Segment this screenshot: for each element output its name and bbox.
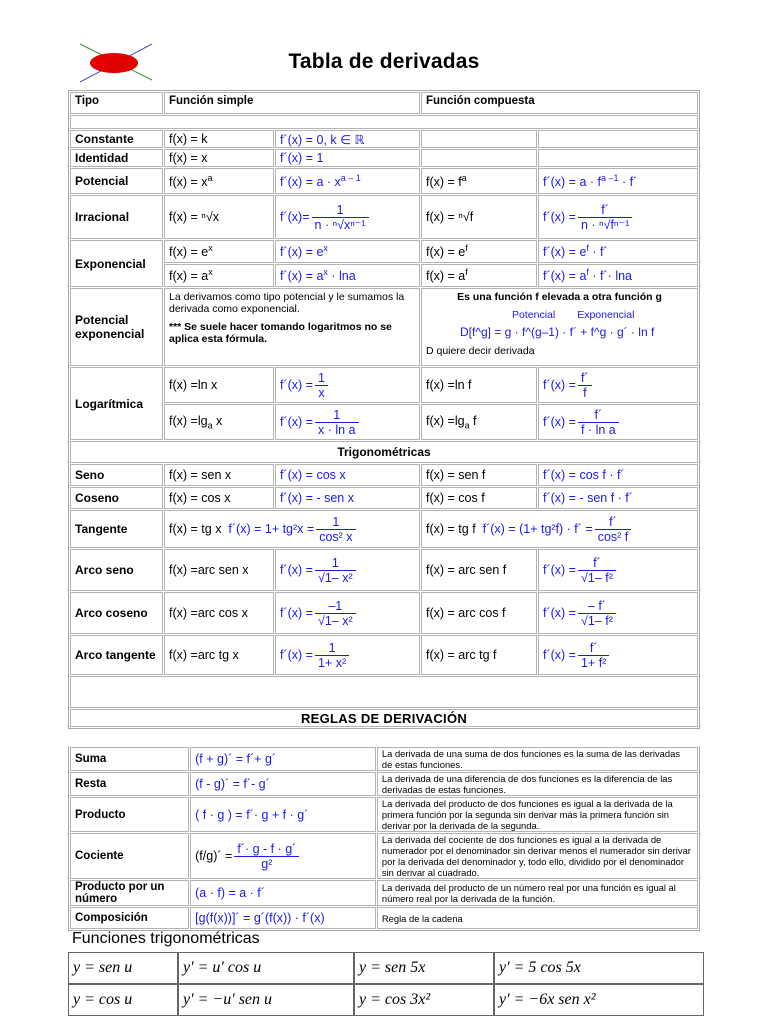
page-title: Tabla de derivadas (288, 50, 480, 73)
row-exponencial-a (70, 264, 698, 287)
trig-cell: y = cos u (68, 984, 178, 1016)
label-exponencial-arrow: Exponencial (577, 309, 635, 321)
log-f1: f(x) =ln x (164, 367, 274, 403)
potexp-simple (164, 288, 420, 366)
exp-cf1: $f(x) = e^f$ (421, 240, 537, 263)
exp-f2: $f(x) = a^x$ (164, 264, 274, 287)
irracional-cd: f´(x) = $\frac{f´}{\text{n · ⁿ√fⁿ⁻¹}}$ (538, 195, 698, 239)
trig-cell: y = sen u (68, 952, 178, 984)
potencial-d: f´(x) = $a \cdot x^{a - 1}$ (275, 168, 420, 194)
log-f2: $f(x) =\lg_a$ x (164, 404, 274, 440)
row-potencial (70, 168, 698, 194)
trig-cell: y′ = −u′ sen u (178, 984, 354, 1016)
row-constante (70, 130, 698, 148)
rule-name: Producto (70, 797, 189, 832)
rule-description: Regla de la cadena (377, 907, 698, 929)
arccoseno-f: f(x) =arc cos x (164, 592, 274, 634)
arctangente-d: f´(x) = $\frac{1}{\text{1+ x²}}$ (275, 635, 420, 675)
trig-row (68, 984, 704, 1016)
label-irracional: Irracional (70, 195, 163, 239)
identidad-f: f(x) = x (164, 149, 274, 167)
log-cf2: $f(x) =\lg_a$ f (421, 404, 537, 440)
rule-formula: (f - g)´ = f´- g´ (190, 772, 376, 796)
coseno-f: f(x) = cos x (164, 487, 274, 509)
arccoseno-cf: f(x) = arc cos f (421, 592, 537, 634)
arctangente-cd: f´(x) = $\frac{f´}{\text{1+ f²}}$ (538, 635, 698, 675)
potencial-f: $f(x) = x^a$ (164, 168, 274, 194)
log-d2: f´(x) = $\frac{1}{\text{x · ln a}}$ (275, 404, 420, 440)
arcseno-cf: f(x) = arc sen f (421, 549, 537, 591)
arccoseno-d: f´(x) = $\frac{-1}{\text{√1– x²}}$ (275, 592, 420, 634)
row-irracional (70, 195, 698, 239)
log-cd2: f´(x) = $\frac{f´}{\text{f · ln a}}$ (538, 404, 698, 440)
tangente-simple: f(x) = tg x f´(x) = 1+ tg²x = $\frac{1}{\text{cos² x}}$ (164, 510, 420, 548)
row-rules-title (70, 709, 698, 727)
rule-name: Cociente (70, 833, 189, 879)
potexp-text1: La derivamos como tipo potencial y le sumamos la derivada como exponencial. (169, 291, 405, 315)
rule-row (70, 833, 698, 879)
coseno-cf: f(x) = cos f (421, 487, 537, 509)
irracional-cf: f(x) = ⁿ√f (421, 195, 537, 239)
arcseno-d: f´(x) = $\frac{1}{\text{√1– x²}}$ (275, 549, 420, 591)
arctangente-f: f(x) =arc tg x (164, 635, 274, 675)
rule-formula: ( f · g ) = f´· g + f · g´ (190, 797, 376, 832)
row-identidad (70, 149, 698, 167)
trig-functions-title: Funciones trigonométricas (72, 930, 260, 947)
rule-description: La derivada del producto de un número real por una función es igual al número real por la derivada de la función. (377, 880, 698, 906)
label-seno: Seno (70, 464, 163, 486)
row-trig-section (70, 441, 698, 463)
row-arctangente (70, 635, 698, 675)
potexp-labels (512, 309, 693, 321)
rule-description: La derivada del cociente de dos funciones es igual a la derivada de numerador por el denominador sin derivar menos el numerador sin derivar por la derivada del denominador y, todo ello, dividido por el denominador sin derivar al cuadrado. (377, 833, 698, 879)
trig-section-title: Trigonométricas (70, 441, 698, 463)
coseno-d: f´(x) = - sen x (275, 487, 420, 509)
row-log-lga (70, 404, 698, 440)
seno-cd: f´(x) = cos f · f´ (538, 464, 698, 486)
seno-f: f(x) = sen x (164, 464, 274, 486)
exp-f1: $f(x) = e^x$ (164, 240, 274, 263)
header-compuesta: Función compuesta (421, 92, 698, 114)
potexp-dnote: D quiere decir derivada (426, 345, 535, 357)
potexp-compuesta (421, 288, 698, 366)
label-arctangente: Arco tangente (70, 635, 163, 675)
trig-cell: y′ = u′ cos u (178, 952, 354, 984)
trig-cell: y = cos 3x² (354, 984, 494, 1016)
label-constante: Constante (70, 130, 163, 148)
trig-cell: y′ = 5 cos 5x (494, 952, 704, 984)
row-coseno (70, 487, 698, 509)
rules-table (68, 746, 700, 931)
irracional-d: f´(x)= $\frac{1}{\text{n · ⁿ√xⁿ⁻¹}}$ (275, 195, 420, 239)
trig-row (68, 952, 704, 984)
spacer-row-2 (70, 676, 698, 708)
label-potexp: Potencial exponencial (70, 288, 163, 366)
arcseno-f: f(x) =arc sen x (164, 549, 274, 591)
rule-row (70, 772, 698, 796)
header-tipo: Tipo (70, 92, 163, 114)
constante-f: f(x) = k (164, 130, 274, 148)
exp-cf2: $f(x) = a^f$ (421, 264, 537, 287)
rule-name: Resta (70, 772, 189, 796)
rule-description: La derivada del producto de dos funciones es igual a la derivada de la primera función por la segunda sin derivar más la primera función sin derivar por la derivada de la segunda. (377, 797, 698, 832)
identidad-d: f´(x) = 1 (275, 149, 420, 167)
arctangente-cf: f(x) = arc tg f (421, 635, 537, 675)
rule-name: Suma (70, 747, 189, 771)
constante-d: f´(x) = 0, k ∈ ℝ (275, 130, 420, 148)
label-potencial-arrow: Potencial (512, 309, 556, 321)
rule-description: La derivada de una diferencia de dos funciones es la diferencia de las derivadas de estas funciones. (377, 772, 698, 796)
label-coseno: Coseno (70, 487, 163, 509)
potexp-ctitle: Es una función f elevada a otra función g (457, 291, 662, 303)
trig-cell: y = sen 5x (354, 952, 494, 984)
exp-cd1: f´(x) = $e^f$ · f´ (538, 240, 698, 263)
rule-formula: (f/g)´ = $\frac{f´\cdot g - f \cdot g´}{\text{g²}}$ (190, 833, 376, 879)
irracional-f: f(x) = ⁿ√x (164, 195, 274, 239)
row-seno (70, 464, 698, 486)
potencial-cf: $f(x) = f^a$ (421, 168, 537, 194)
rule-name: Composición (70, 907, 189, 929)
table-header (70, 92, 698, 114)
tangente-compuesta: f(x) = tg f f´(x) = (1+ tg²f) · f´ = $\frac{f´}{\text{cos² f}}$ (421, 510, 698, 548)
row-potencial-exponencial (70, 288, 698, 366)
seno-d: f´(x) = cos x (275, 464, 420, 486)
potexp-formula: D[f^g] = g · f^(g–1) · f´ + f^g · g´ · ln f (460, 325, 655, 339)
row-log-ln (70, 367, 698, 403)
exp-d2: f´(x) = $a^x \cdot \ln a$ (275, 264, 420, 287)
label-exponencial: Exponencial (70, 240, 163, 287)
rule-row (70, 907, 698, 929)
log-d1: f´(x) = $\frac{1}{x}$ (275, 367, 420, 403)
rule-row (70, 747, 698, 771)
row-arcseno (70, 549, 698, 591)
potencial-cd: f´(x) = $a \cdot f^{a -1}$ · f´ (538, 168, 698, 194)
exp-d1: f´(x) = $e^x$ (275, 240, 420, 263)
label-arccoseno: Arco coseno (70, 592, 163, 634)
label-tangente: Tangente (70, 510, 163, 548)
header-simple: Función simple (164, 92, 420, 114)
trig-functions-section (68, 930, 704, 1016)
label-potencial: Potencial (70, 168, 163, 194)
row-tangente (70, 510, 698, 548)
rule-row (70, 797, 698, 832)
rule-formula: (f + g)´ = f´+ g´ (190, 747, 376, 771)
row-arccoseno (70, 592, 698, 634)
potexp-text2: *** Se suele hacer tomando logaritmos no se aplica esta fórmula. (169, 321, 392, 345)
exp-cd2: f´(x) = $a^f$ · f´· lna (538, 264, 698, 287)
arcseno-cd: f´(x) = $\frac{f´}{\text{√1– f²}}$ (538, 549, 698, 591)
log-cd1: f´(x) = $\frac{f´}{f}$ (538, 367, 698, 403)
label-arcseno: Arco seno (70, 549, 163, 591)
row-exponencial-e (70, 240, 698, 263)
rule-formula: (a · f) = a · f´ (190, 880, 376, 906)
rule-row (70, 880, 698, 906)
label-logaritmica: Logarítmica (70, 367, 163, 440)
rule-description: La derivada de una suma de dos funciones es la suma de las derivadas de estas funciones. (377, 747, 698, 771)
rule-formula: [g(f(x))]´ = g´(f(x)) · f´(x) (190, 907, 376, 929)
spacer-row (70, 115, 698, 129)
rules-title: REGLAS DE DERIVACIÓN (70, 709, 698, 727)
log-cf1: f(x) =ln f (421, 367, 537, 403)
label-identidad: Identidad (70, 149, 163, 167)
rule-name: Producto por un número (70, 880, 189, 906)
arccoseno-cd: f´(x) = $\frac{- f´}{\text{√1– f²}}$ (538, 592, 698, 634)
coseno-cd: f´(x) = - sen f · f´ (538, 487, 698, 509)
trig-cell: y′ = −6x sen x² (494, 984, 704, 1016)
derivatives-table (68, 90, 700, 729)
seno-cf: f(x) = sen f (421, 464, 537, 486)
